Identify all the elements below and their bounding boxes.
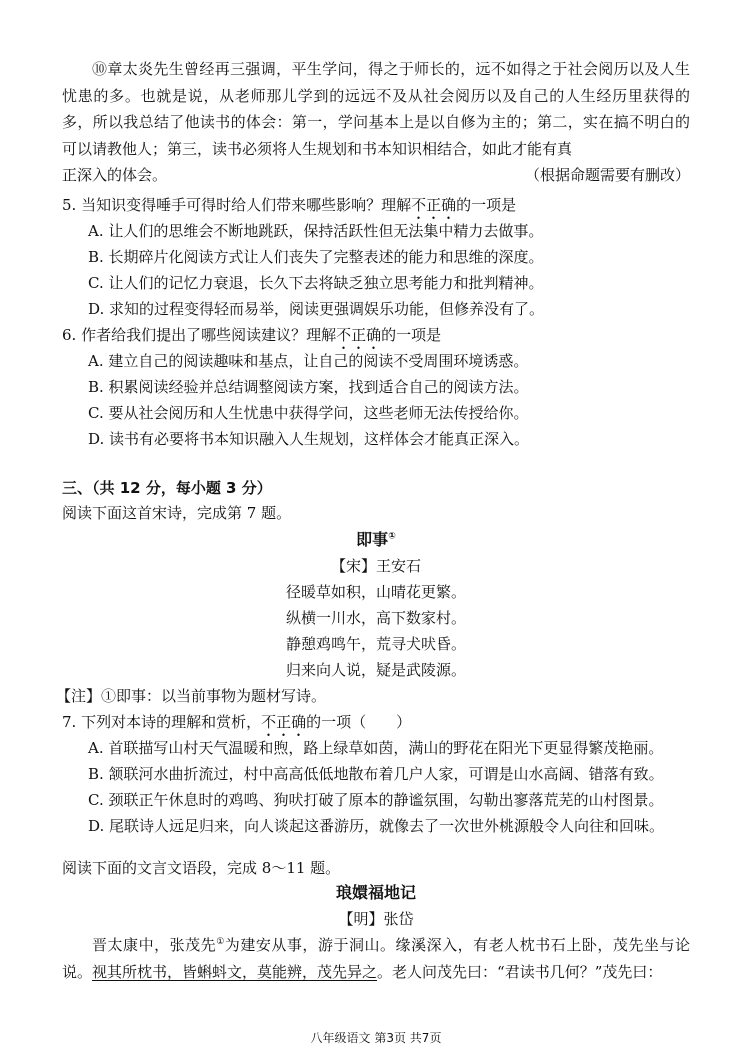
classical-underlined-sentence: 视其所枕书，皆蝌蚪文，莫能辨，茂先异之	[92, 962, 378, 981]
question-6-emphasis: 不正确	[336, 326, 382, 344]
classical-title: 琅嬛福地记	[335, 883, 416, 902]
section-3-heading: 三、（共 12 分，每小题 3 分）	[62, 479, 272, 497]
classical-paragraph	[62, 932, 690, 985]
poem-line-3: 静憩鸡鸣午，荒寻犬吠昏。	[285, 635, 466, 653]
question-7-option-c: C. 颈联正午休息时的鸡鸣、狗吠打破了原本的静谧氛围，勾勒出寥落荒芜的山村图景。	[88, 791, 664, 809]
question-7-option-a: A. 首联描写山村天气温暖和煦，路上绿草如茵，满山的野花在阳光下更显得繁茂艳丽。	[88, 739, 664, 757]
question-5-stem: 5. 当知识变得唾手可得时给人们带来哪些影响？理解	[62, 196, 412, 214]
poem-note: 【注】①即事：以当前事物为题材写诗。	[56, 687, 327, 705]
question-5-suffix: 的一项是	[456, 196, 517, 214]
question-7	[62, 712, 411, 740]
poem-title-footnote-mark: ①	[388, 531, 396, 542]
section-3-intro: 阅读下面这首宋诗，完成第 7 题。	[62, 504, 292, 522]
question-6-option-b: B. 积累阅读经验并总结调整阅读方案，找到适合自己的阅读方法。	[88, 378, 529, 396]
question-5-option-a: A. 让人们的思维会不断地跳跃，保持活跃性但无法集中精力去做事。	[88, 222, 544, 240]
poem-line-1: 径暖草如积，山晴花更繁。	[285, 583, 466, 601]
question-6-option-a: A. 建立自己的阅读趣味和基点，让自己的阅读不受周围环境诱惑。	[88, 352, 529, 370]
question-5-option-b: B. 长期碎片化阅读方式让人们丧失了完整表述的能力和思维的深度。	[88, 248, 544, 266]
poem-title	[0, 530, 752, 550]
question-7-emphasis: 不正确	[261, 713, 307, 731]
poem-line-4: 归来向人说，疑是武陵源。	[285, 661, 466, 679]
poem-author: 【宋】王安石	[330, 557, 421, 575]
question-7-stem: 7. 下列对本诗的理解和赏析，	[62, 713, 262, 731]
question-7-option-b: B. 颔联河水曲折流过，村中高高低低地散布着几户人家，可谓是山水高阔、错落有致。	[88, 765, 664, 783]
question-5	[62, 195, 516, 223]
question-6-option-c: C. 要从社会阅历和人生忧患中获得学问，这些老师无法传授给你。	[88, 404, 529, 422]
poem-line-2: 纵横一川水，高下数家村。	[285, 609, 466, 627]
page-footer: 八年级语文 第3页 共7页	[310, 1031, 442, 1045]
question-5-option-c: C. 让人们的记忆力衰退，长久下去将缺乏独立思考能力和批判精神。	[88, 274, 544, 292]
poem-title-text: 即事	[356, 530, 389, 549]
question-5-option-d: D. 求知的过程变得轻而易举，阅读更强调娱乐功能，但修养没有了。	[88, 300, 545, 318]
question-5-emphasis: 不正确	[411, 196, 457, 214]
passage-paragraph-10: ⑩章太炎先生曾经再三强调，平生学问，得之于师长的，远不如得之于社会阅历以及人生忧患的多。也就是说，从老师那儿学到的远远不及从社会阅历以及自己的人生经历里获得的多，所以我总结了他读书的体会：第一，学问基本上是以自修为主的；第二，实在搞不明白的可以请教他人；第三，读书必须将人生规划和书本知识相结合，如此才能有真	[62, 60, 690, 158]
classical-author: 【明】张岱	[338, 910, 414, 928]
classical-text-3: 。老人问茂先曰：“君读书几何？”茂先曰：	[377, 962, 663, 981]
question-6-stem: 6. 作者给我们提出了哪些阅读建议？理解	[62, 326, 337, 344]
passage-last-line: 正深入的体会。	[62, 166, 168, 184]
question-7-suffix: 的一项（ ）	[306, 713, 412, 731]
classical-text-1: 晋太康中，张茂先	[92, 936, 217, 954]
question-6-option-d: D. 读书有必要将书本知识融入人生规划，这样体会才能真正深入。	[88, 430, 530, 448]
classical-footnote-mark: ①	[216, 937, 225, 947]
question-6	[62, 325, 441, 353]
classical-intro: 阅读下面的文言文语段，完成 8～11 题。	[62, 859, 341, 877]
question-6-suffix: 的一项是	[381, 326, 442, 344]
passage-paragraph-10-end	[62, 162, 690, 189]
question-7-option-d: D. 尾联诗人远足归来，向人谈起这番游历，就像去了一次世外桃源般令人向往和回味。	[88, 817, 665, 835]
classical-text-2: 为建安从事，游于洞山。缘溪深入，有老人枕书石上卧，茂先坐与论说。	[62, 936, 690, 981]
source-note: （根据命题需要有删改）	[524, 166, 690, 184]
